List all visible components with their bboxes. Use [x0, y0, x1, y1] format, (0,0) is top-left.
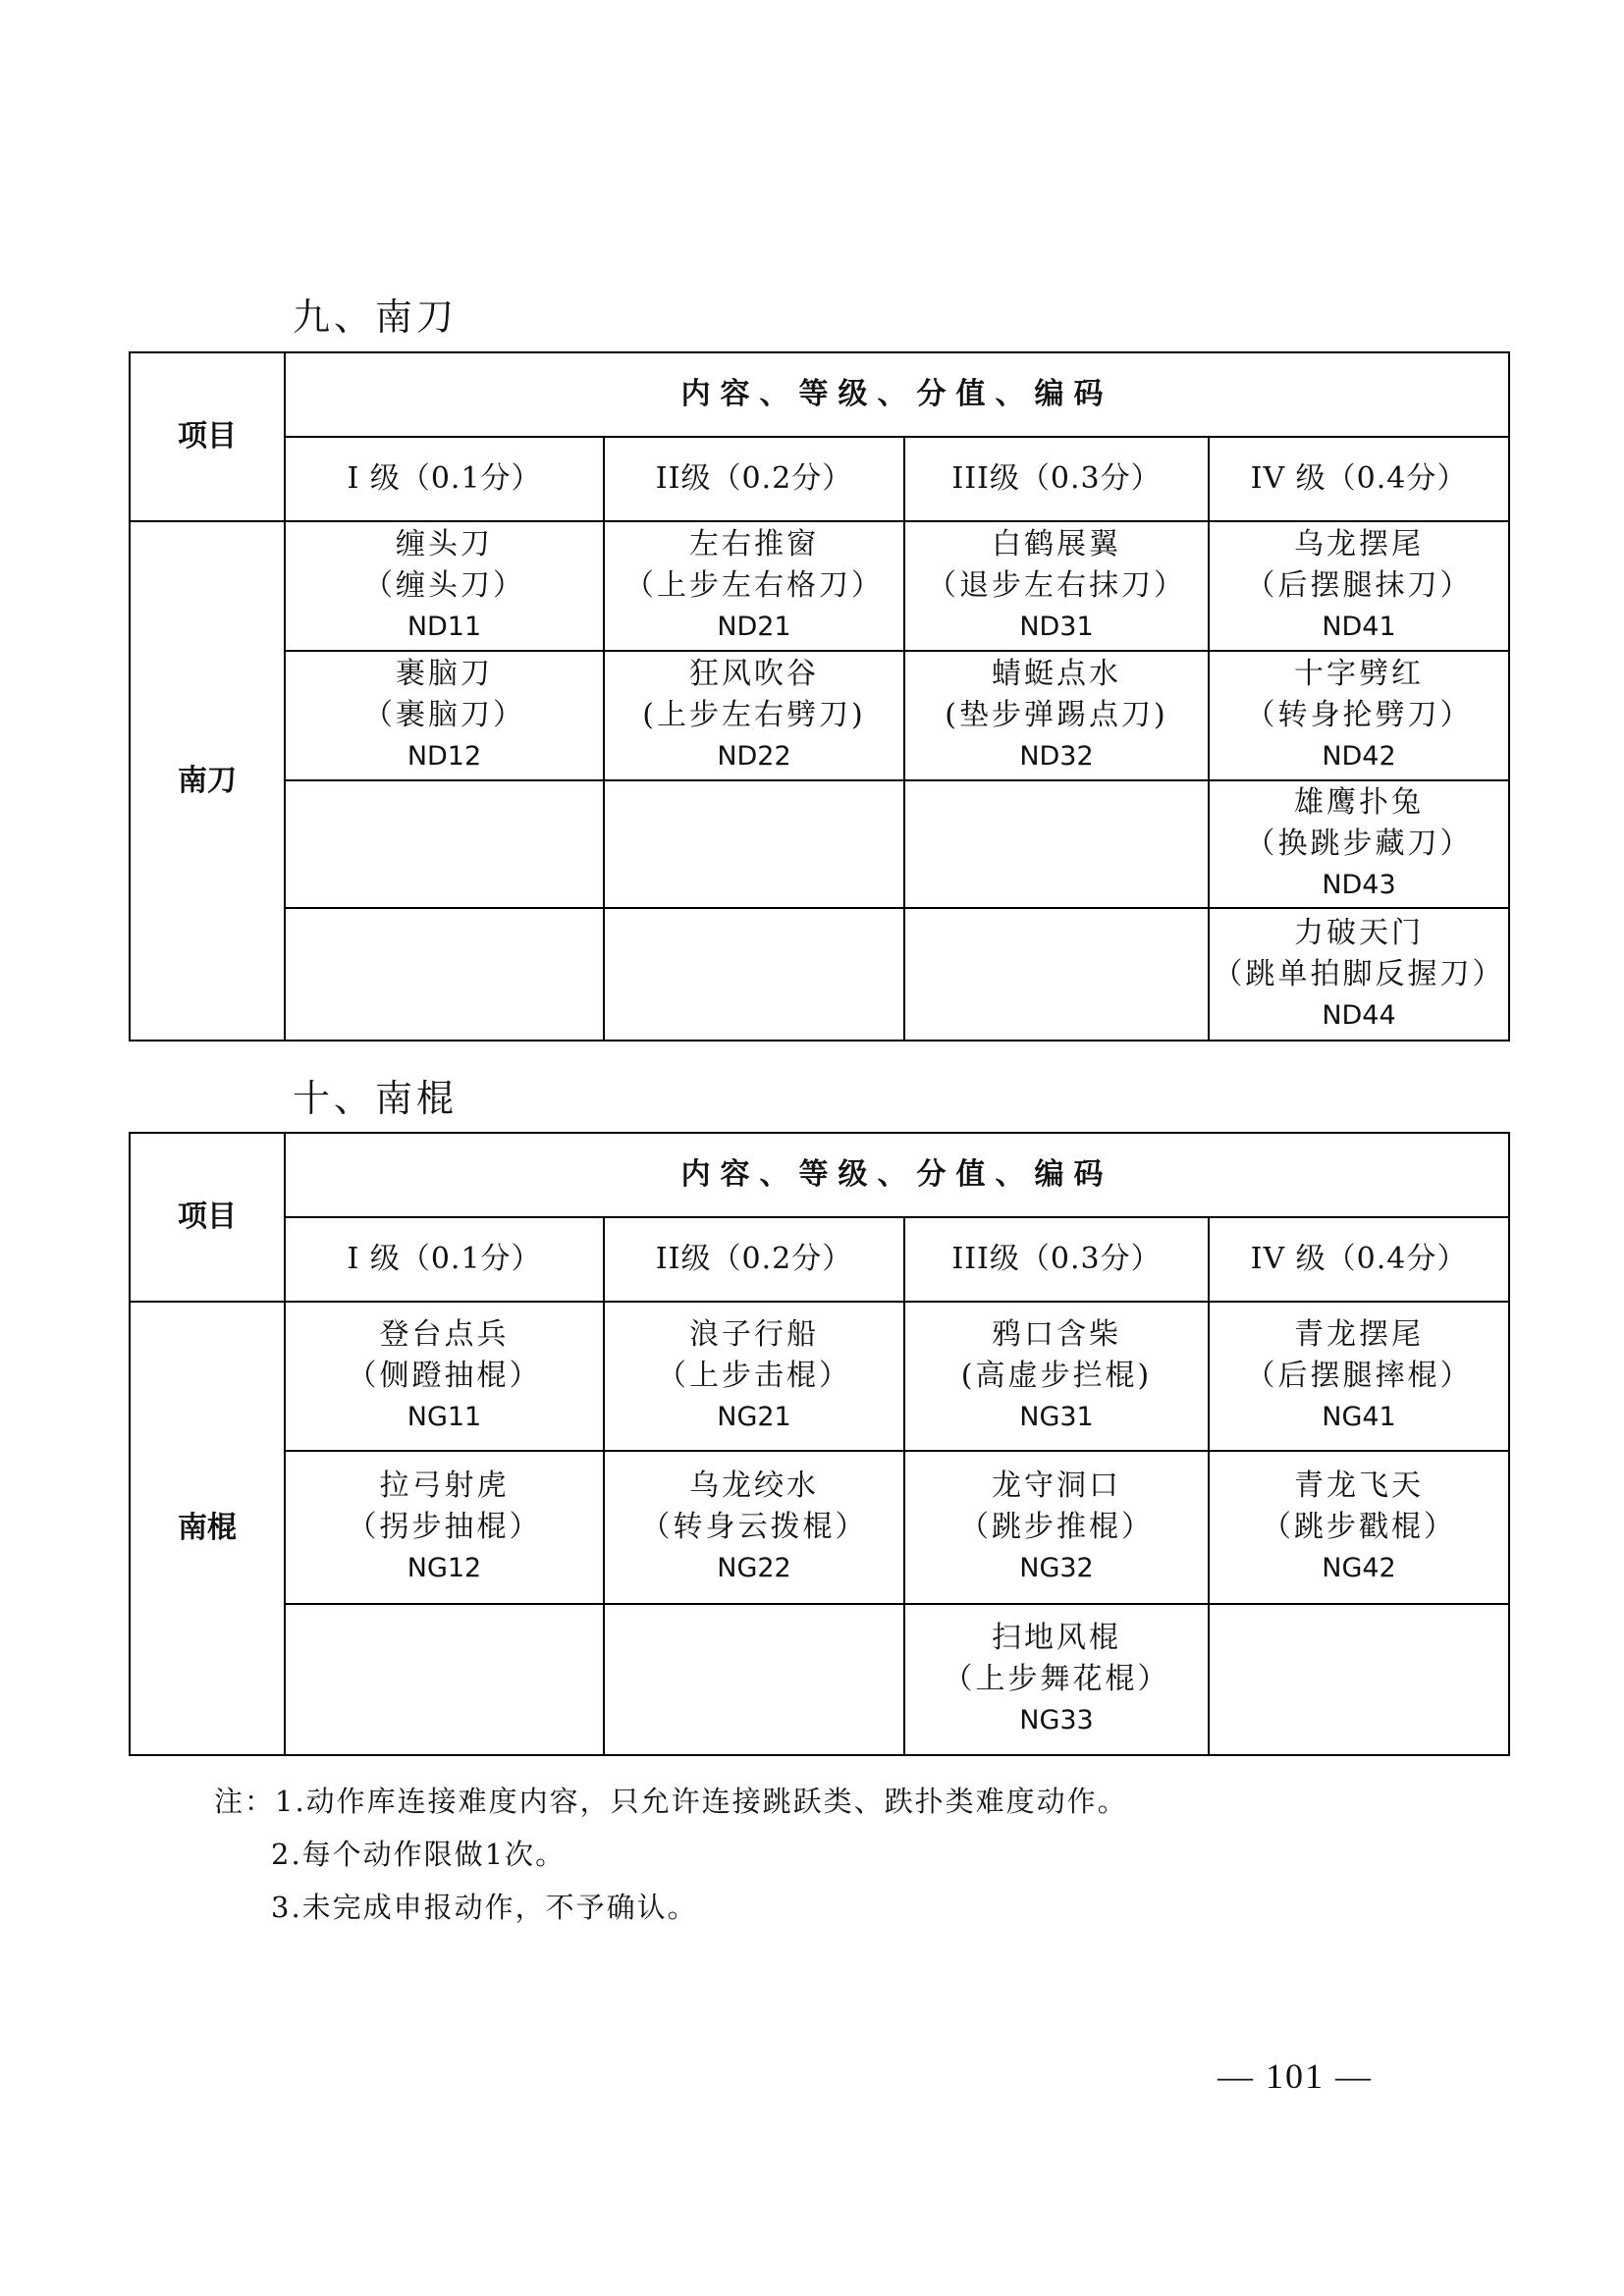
section-title-nandao: 九、南刀 — [293, 295, 459, 339]
move-name: 登台点兵 — [379, 1317, 510, 1352]
move-code: NG42 — [1322, 1553, 1396, 1583]
move-cell — [1209, 780, 1509, 908]
move-desc: （后摆腿摔棍） — [1245, 1359, 1473, 1393]
section-title-nangun: 十、南棍 — [293, 1077, 459, 1120]
move-desc: (垫步弹踢点刀) — [945, 698, 1168, 732]
move-name: 乌龙摆尾 — [1294, 527, 1424, 561]
move-name: 雄鹰扑兔 — [1294, 785, 1424, 820]
move-desc: （上步舞花棍） — [943, 1662, 1170, 1696]
move-desc: （跳单拍脚反握刀） — [1213, 956, 1505, 991]
move-desc: (上步左右劈刀) — [642, 698, 866, 732]
content-header: 内容、等级、分值、编码 — [285, 352, 1509, 437]
move-desc: (高虚步拦棍) — [960, 1359, 1153, 1393]
move-desc: （侧蹬抽棍） — [347, 1359, 542, 1393]
move-cell — [1209, 651, 1509, 780]
move-desc: （拐步抽棍） — [347, 1510, 542, 1544]
empty-cell — [604, 780, 904, 908]
move-name: 蜻蜓点水 — [992, 657, 1121, 691]
move-desc: （后摆腿抹刀） — [1245, 568, 1473, 603]
move-desc: （跳步戳棍） — [1262, 1510, 1456, 1544]
move-code: ND43 — [1322, 870, 1396, 900]
move-name: 龙守洞口 — [992, 1468, 1121, 1503]
move-code: ND12 — [406, 741, 482, 772]
level-header: II级（0.2分） — [604, 437, 904, 521]
move-name: 十字劈红 — [1294, 657, 1424, 691]
level-header: IV 级（0.4分） — [1209, 437, 1509, 521]
move-code: ND31 — [1019, 612, 1094, 642]
move-name: 青龙飞天 — [1294, 1468, 1424, 1503]
empty-cell — [604, 1604, 904, 1755]
move-name: 拉弓射虎 — [379, 1468, 510, 1503]
move-cell — [904, 1302, 1209, 1451]
move-cell — [285, 1451, 604, 1604]
level-header: IV 级（0.4分） — [1209, 1217, 1509, 1302]
item-name: 南刀 — [130, 521, 285, 1041]
content-header: 内容、等级、分值、编码 — [285, 1133, 1509, 1217]
move-name: 狂风吹谷 — [689, 657, 819, 691]
move-cell — [604, 521, 904, 651]
move-name: 扫地风棍 — [992, 1621, 1121, 1655]
move-code: ND44 — [1322, 999, 1396, 1031]
move-cell — [1209, 521, 1509, 651]
empty-cell — [1209, 1604, 1509, 1755]
move-code: NG32 — [1019, 1553, 1094, 1583]
move-cell — [285, 1302, 604, 1451]
move-desc: （跳步推棍） — [959, 1510, 1154, 1544]
note-line: 2.每个动作限做1次。 — [271, 1838, 567, 1871]
move-code: NG12 — [406, 1553, 482, 1583]
move-code: NG33 — [1019, 1705, 1094, 1735]
note-line: 3.未完成申报动作，不予确认。 — [271, 1891, 698, 1924]
move-name: 浪子行船 — [689, 1317, 819, 1352]
move-code: NG41 — [1322, 1402, 1396, 1432]
item-name: 南棍 — [130, 1302, 285, 1755]
move-desc: （缠头刀） — [363, 568, 525, 603]
move-cell — [904, 521, 1209, 651]
item-header: 项目 — [130, 352, 285, 521]
level-header: III级（0.3分） — [904, 437, 1209, 521]
move-desc: （转身抡劈刀） — [1245, 698, 1473, 732]
move-name: 青龙摆尾 — [1294, 1317, 1424, 1352]
move-code: ND42 — [1322, 741, 1396, 772]
move-code: ND21 — [717, 612, 791, 642]
move-code: NG21 — [717, 1402, 791, 1432]
move-desc: （上步击棍） — [657, 1359, 851, 1393]
move-desc: （退步左右抹刀） — [927, 568, 1186, 603]
move-code: NG11 — [406, 1402, 482, 1432]
move-code: NG31 — [1019, 1402, 1094, 1432]
move-cell — [904, 1451, 1209, 1604]
move-code: ND32 — [1019, 741, 1094, 772]
move-name: 乌龙绞水 — [689, 1468, 819, 1503]
empty-cell — [285, 908, 604, 1041]
move-cell — [285, 651, 604, 780]
move-cell — [1209, 1302, 1509, 1451]
level-header: I 级（0.1分） — [285, 437, 604, 521]
move-code: NG22 — [717, 1553, 791, 1583]
level-header: III级（0.3分） — [904, 1217, 1209, 1302]
move-cell — [1209, 1451, 1509, 1604]
empty-cell — [904, 908, 1209, 1041]
level-header: II级（0.2分） — [604, 1217, 904, 1302]
empty-cell — [604, 908, 904, 1041]
move-desc: （换跳步藏刀） — [1245, 827, 1473, 861]
empty-cell — [285, 780, 604, 908]
item-header: 项目 — [130, 1133, 285, 1302]
move-cell — [904, 1604, 1209, 1755]
move-cell — [604, 1302, 904, 1451]
move-code: ND11 — [406, 612, 482, 642]
move-name: 白鹤展翼 — [992, 527, 1121, 561]
move-name: 左右推窗 — [689, 527, 819, 561]
nandao-table — [129, 351, 1510, 1041]
move-desc: （转身云拨棍） — [640, 1510, 868, 1544]
nangun-table — [129, 1132, 1510, 1756]
move-name: 缠头刀 — [396, 527, 493, 561]
move-name: 鸦口含柴 — [992, 1317, 1121, 1352]
move-cell — [604, 1451, 904, 1604]
page-number: — 101 — — [1218, 2056, 1373, 2096]
move-cell — [285, 521, 604, 651]
level-header: I 级（0.1分） — [285, 1217, 604, 1302]
move-name: 力破天门 — [1294, 915, 1424, 950]
move-name: 裹脑刀 — [396, 657, 493, 691]
move-desc: （上步左右格刀） — [624, 568, 884, 603]
notes — [214, 1775, 1128, 1934]
move-cell — [604, 651, 904, 780]
empty-cell — [904, 780, 1209, 908]
move-cell — [904, 651, 1209, 780]
empty-cell — [285, 1604, 604, 1755]
note-line: 注：1.动作库连接难度内容，只允许连接跳跃类、跌扑类难度动作。 — [214, 1785, 1128, 1818]
move-code: ND41 — [1322, 612, 1396, 642]
move-code: ND22 — [717, 741, 791, 772]
move-desc: （裹脑刀） — [363, 698, 525, 732]
move-cell — [1209, 908, 1509, 1041]
